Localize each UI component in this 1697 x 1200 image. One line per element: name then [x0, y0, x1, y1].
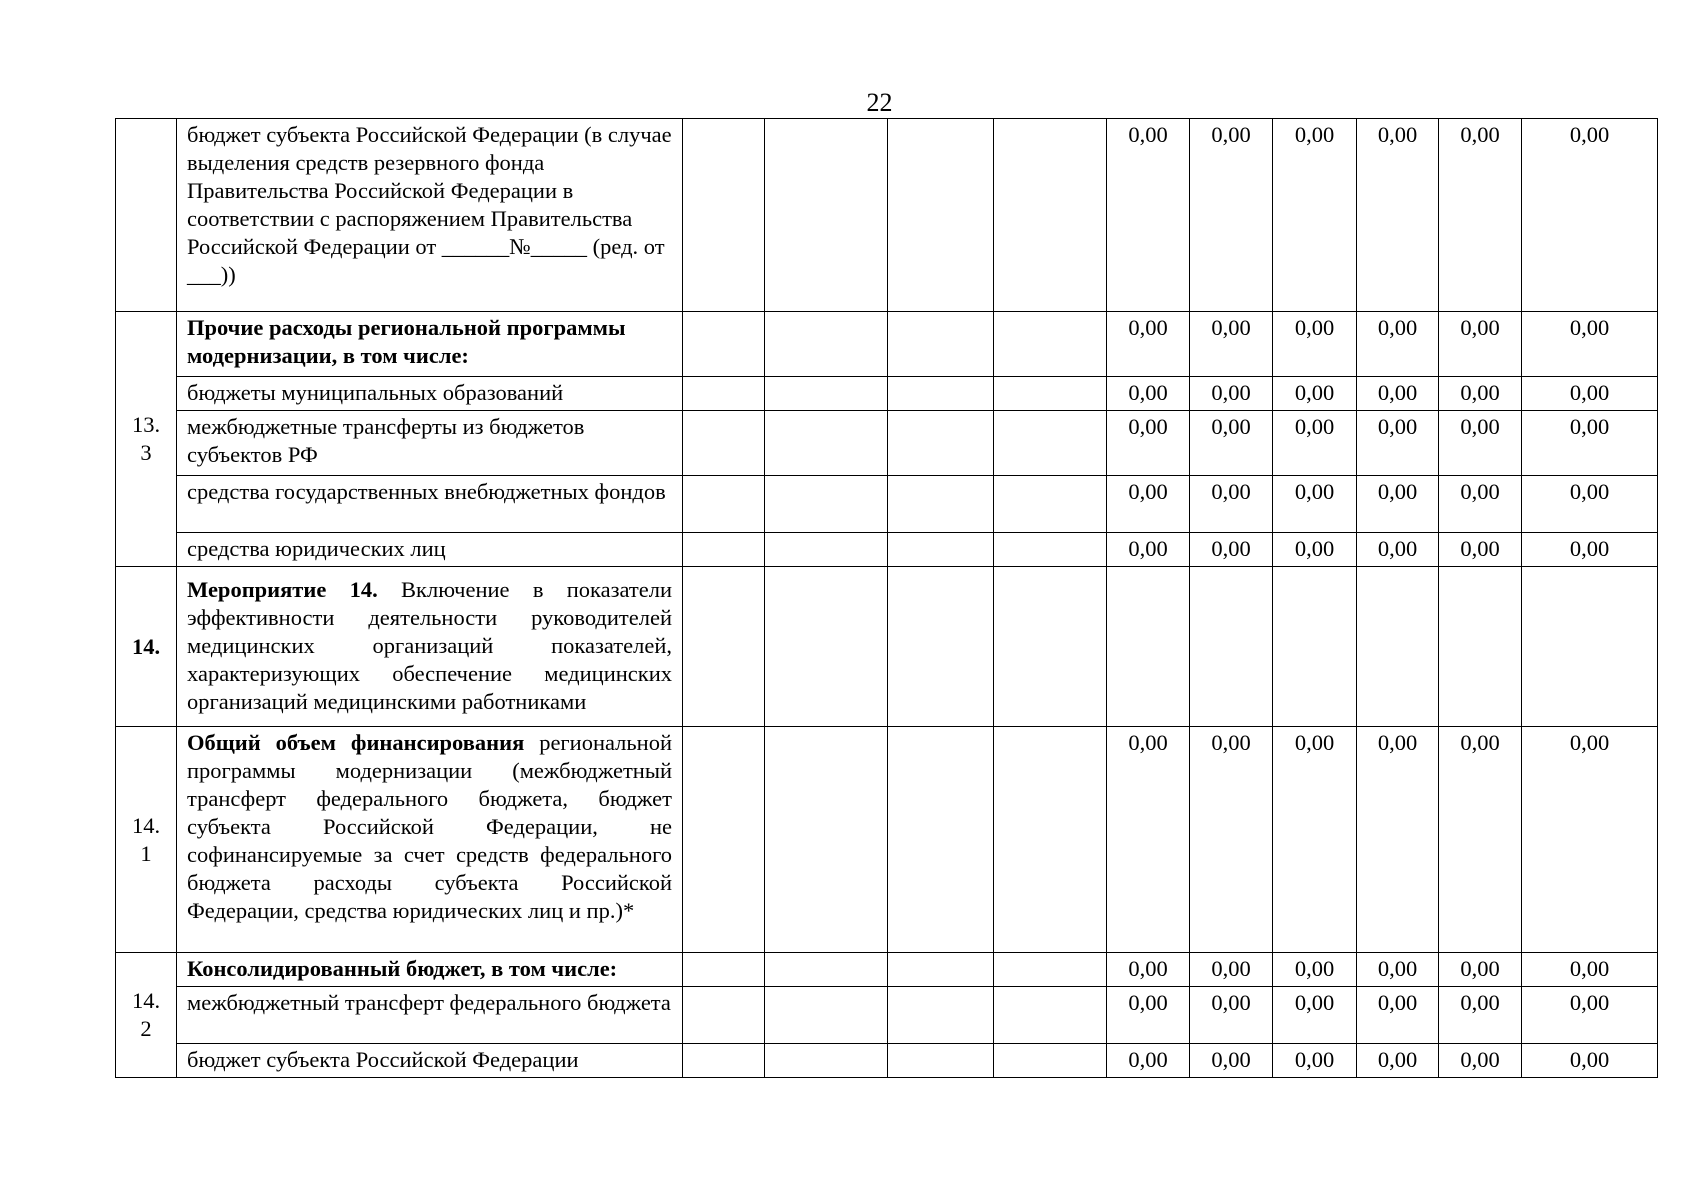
row-description: межбюджетные трансферты из бюджетов субъектов РФ	[177, 411, 683, 476]
empty-cell	[765, 567, 888, 727]
value-cell: 0,00	[1357, 1044, 1439, 1078]
row-description-text: региональной программы модернизации (межбюджетный трансферт федерального бюджета, бюджет субъекта Российской Федерации, не софинансируемые за счет средств федерального бюджета расходы субъекта Российской Федерации, средства юридических лиц и пр.)*	[187, 730, 672, 923]
value-cell: 0,00	[1107, 377, 1190, 411]
empty-cell	[888, 476, 994, 533]
value-cell: 0,00	[1107, 987, 1190, 1044]
row-description: бюджет субъекта Российской Федерации	[177, 1044, 683, 1078]
empty-cell	[765, 1044, 888, 1078]
empty-cell	[765, 727, 888, 953]
empty-cell	[1357, 567, 1439, 727]
empty-cell	[994, 727, 1107, 953]
row-description: бюджеты муниципальных образований	[177, 377, 683, 411]
row-description: средства юридических лиц	[177, 533, 683, 567]
empty-cell	[1522, 567, 1658, 727]
value-cell: 0,00	[1439, 476, 1522, 533]
empty-cell	[888, 987, 994, 1044]
value-cell: 0,00	[1357, 119, 1439, 312]
empty-cell	[1190, 567, 1273, 727]
table-row	[116, 312, 1658, 377]
value-cell: 0,00	[1439, 953, 1522, 987]
empty-cell	[994, 119, 1107, 312]
value-cell: 0,00	[1522, 533, 1658, 567]
value-cell: 0,00	[1522, 727, 1658, 953]
value-cell: 0,00	[1357, 377, 1439, 411]
empty-cell	[994, 476, 1107, 533]
empty-cell	[888, 567, 994, 727]
value-cell: 0,00	[1190, 377, 1273, 411]
empty-cell	[765, 411, 888, 476]
table-row	[116, 377, 1658, 411]
empty-cell	[765, 533, 888, 567]
value-cell: 0,00	[1357, 727, 1439, 953]
empty-cell	[765, 987, 888, 1044]
empty-cell	[683, 476, 765, 533]
table-row	[116, 476, 1658, 533]
value-cell: 0,00	[1522, 411, 1658, 476]
empty-cell	[683, 377, 765, 411]
empty-cell	[994, 567, 1107, 727]
value-cell: 0,00	[1357, 953, 1439, 987]
row-number-cell: 13. 3	[116, 312, 177, 567]
empty-cell	[683, 987, 765, 1044]
row-heading: Общий объем финансирования	[187, 730, 525, 755]
row-description	[177, 727, 683, 953]
value-cell: 0,00	[1522, 377, 1658, 411]
row-heading: Прочие расходы региональной программы модернизации, в том числе:	[187, 315, 626, 368]
value-cell: 0,00	[1190, 953, 1273, 987]
value-cell: 0,00	[1107, 533, 1190, 567]
value-cell: 0,00	[1522, 953, 1658, 987]
value-cell: 0,00	[1357, 411, 1439, 476]
value-cell: 0,00	[1107, 727, 1190, 953]
empty-cell	[888, 312, 994, 377]
value-cell: 0,00	[1273, 953, 1357, 987]
empty-cell	[994, 533, 1107, 567]
value-cell: 0,00	[1273, 533, 1357, 567]
empty-cell	[994, 1044, 1107, 1078]
budget-table	[115, 118, 1658, 1078]
table-row	[116, 119, 1658, 312]
row-description	[177, 567, 683, 727]
value-cell: 0,00	[1273, 1044, 1357, 1078]
empty-cell	[765, 312, 888, 377]
empty-cell	[888, 953, 994, 987]
empty-cell	[683, 953, 765, 987]
value-cell: 0,00	[1357, 533, 1439, 567]
empty-cell	[994, 953, 1107, 987]
empty-cell	[765, 953, 888, 987]
table-row	[116, 533, 1658, 567]
value-cell: 0,00	[1439, 533, 1522, 567]
value-cell: 0,00	[1190, 533, 1273, 567]
table-row	[116, 727, 1658, 953]
value-cell: 0,00	[1522, 476, 1658, 533]
value-cell: 0,00	[1273, 119, 1357, 312]
value-cell: 0,00	[1439, 1044, 1522, 1078]
empty-cell	[888, 119, 994, 312]
empty-cell	[888, 1044, 994, 1078]
row-number-cell	[116, 119, 177, 312]
empty-cell	[683, 727, 765, 953]
value-cell: 0,00	[1439, 411, 1522, 476]
empty-cell	[683, 411, 765, 476]
empty-cell	[1273, 567, 1357, 727]
value-cell: 0,00	[1522, 312, 1658, 377]
empty-cell	[994, 411, 1107, 476]
value-cell: 0,00	[1522, 119, 1658, 312]
value-cell: 0,00	[1273, 312, 1357, 377]
value-cell: 0,00	[1107, 411, 1190, 476]
empty-cell	[888, 533, 994, 567]
row-description	[177, 953, 683, 987]
value-cell: 0,00	[1273, 377, 1357, 411]
empty-cell	[765, 377, 888, 411]
empty-cell	[1107, 567, 1190, 727]
value-cell: 0,00	[1273, 411, 1357, 476]
value-cell: 0,00	[1190, 411, 1273, 476]
table-row	[116, 987, 1658, 1044]
value-cell: 0,00	[1190, 476, 1273, 533]
value-cell: 0,00	[1190, 727, 1273, 953]
value-cell: 0,00	[1190, 312, 1273, 377]
value-cell: 0,00	[1357, 987, 1439, 1044]
value-cell: 0,00	[1107, 1044, 1190, 1078]
value-cell: 0,00	[1273, 476, 1357, 533]
empty-cell	[888, 411, 994, 476]
row-description: межбюджетный трансферт федерального бюджета	[177, 987, 683, 1044]
empty-cell	[683, 119, 765, 312]
value-cell: 0,00	[1107, 476, 1190, 533]
row-number-cell: 14.	[116, 567, 177, 727]
empty-cell	[765, 119, 888, 312]
value-cell: 0,00	[1107, 312, 1190, 377]
row-number-cell: 14. 1	[116, 727, 177, 953]
row-heading: Мероприятие 14.	[187, 577, 378, 602]
empty-cell	[1439, 567, 1522, 727]
value-cell: 0,00	[1357, 476, 1439, 533]
table-row	[116, 1044, 1658, 1078]
value-cell: 0,00	[1107, 119, 1190, 312]
empty-cell	[888, 727, 994, 953]
value-cell: 0,00	[1357, 312, 1439, 377]
empty-cell	[994, 312, 1107, 377]
value-cell: 0,00	[1439, 727, 1522, 953]
row-description: средства государственных внебюджетных фондов	[177, 476, 683, 533]
empty-cell	[994, 987, 1107, 1044]
value-cell: 0,00	[1107, 953, 1190, 987]
row-description-text: Включение в показатели эффективности деятельности руководителей медицинских организаций показателей, характеризующих обеспечение медицинских организаций медицинскими работниками	[187, 577, 672, 714]
value-cell: 0,00	[1190, 987, 1273, 1044]
value-cell: 0,00	[1522, 1044, 1658, 1078]
table-row	[116, 411, 1658, 476]
value-cell: 0,00	[1273, 987, 1357, 1044]
table-row	[116, 953, 1658, 987]
value-cell: 0,00	[1439, 312, 1522, 377]
empty-cell	[683, 567, 765, 727]
empty-cell	[683, 312, 765, 377]
empty-cell	[683, 533, 765, 567]
row-description	[177, 312, 683, 377]
value-cell: 0,00	[1439, 987, 1522, 1044]
row-heading: Консолидированный бюджет, в том числе:	[187, 956, 618, 981]
empty-cell	[888, 377, 994, 411]
value-cell: 0,00	[1439, 377, 1522, 411]
value-cell: 0,00	[1190, 119, 1273, 312]
value-cell: 0,00	[1439, 119, 1522, 312]
table-row	[116, 567, 1658, 727]
empty-cell	[765, 476, 888, 533]
value-cell: 0,00	[1190, 1044, 1273, 1078]
row-number-cell: 14. 2	[116, 953, 177, 1078]
empty-cell	[683, 1044, 765, 1078]
page-number: 22	[866, 88, 893, 117]
value-cell: 0,00	[1273, 727, 1357, 953]
row-description: бюджет субъекта Российской Федерации (в случае выделения средств резервного фонда Правительства Российской Федерации в соответствии с распоряжением Правительства Российской Федерации от ______№_____ (ред. от ___))	[177, 119, 683, 312]
empty-cell	[994, 377, 1107, 411]
value-cell: 0,00	[1522, 987, 1658, 1044]
